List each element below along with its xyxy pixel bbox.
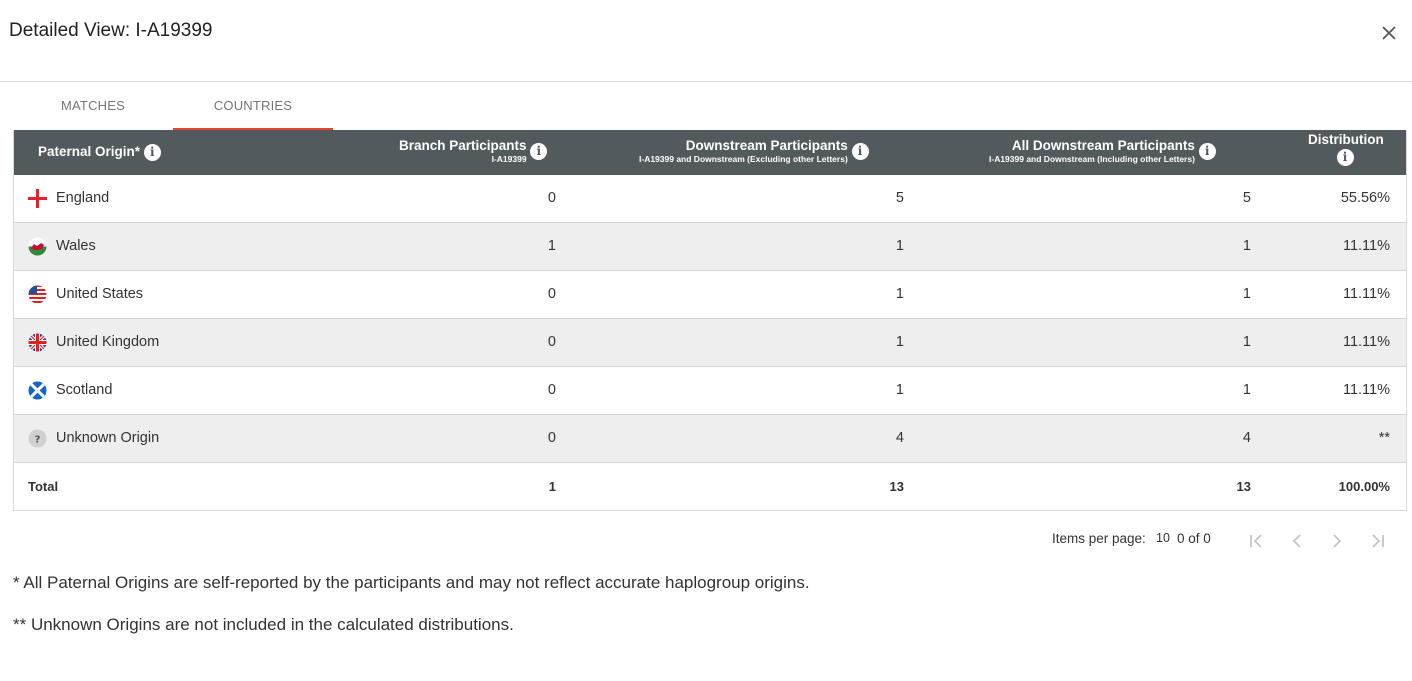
info-icon[interactable]: i	[144, 144, 161, 161]
distribution-value: **	[1378, 430, 1390, 446]
close-icon[interactable]	[1376, 20, 1402, 46]
info-icon[interactable]: i	[852, 143, 869, 160]
distribution-value: 11.11%	[1342, 286, 1390, 302]
all-downstream-value: 1	[1242, 286, 1251, 302]
header-branch-participants[interactable]: Branch Participants I-A19399 i	[399, 138, 547, 164]
all-downstream-value: 5	[1242, 190, 1251, 206]
downstream-value: 1	[895, 238, 904, 254]
downstream-value: 5	[895, 190, 904, 206]
downstream-value: 1	[895, 382, 904, 398]
us-flag-icon	[28, 285, 47, 304]
unknown-origin-icon	[28, 429, 47, 448]
table-header	[14, 130, 1406, 175]
distribution-value: 11.11%	[1342, 334, 1390, 350]
footnote-unknown-origins: ** Unknown Origins are not included in the calculated distributions.	[13, 615, 514, 634]
scotland-flag-icon	[28, 381, 47, 400]
total-label: Total	[28, 479, 59, 494]
total-downstream: 13	[889, 479, 904, 494]
distribution-value: 55.56%	[1340, 190, 1390, 206]
uk-flag-icon	[28, 333, 47, 352]
downstream-value: 1	[895, 286, 904, 302]
table-row	[14, 367, 1406, 415]
page-size-select[interactable]: 10	[1156, 531, 1170, 545]
tab-matches[interactable]: MATCHES	[61, 98, 125, 113]
total-branch: 1	[548, 479, 556, 494]
next-page-icon[interactable]	[1326, 530, 1348, 552]
country-name: Unknown Origin	[56, 430, 160, 446]
header-distribution[interactable]: Distribution i	[1308, 132, 1384, 164]
dialog-title: Detailed View: I-A19399	[9, 20, 213, 41]
table-row	[14, 223, 1406, 271]
downstream-value: 1	[895, 334, 904, 350]
branch-value: 0	[547, 382, 556, 398]
info-icon[interactable]: i	[1199, 143, 1216, 160]
last-page-icon[interactable]	[1366, 530, 1388, 552]
country-name: Scotland	[56, 382, 113, 398]
page-range: 0 of 0	[1177, 531, 1211, 546]
wales-flag-icon	[28, 237, 47, 256]
distribution-value: 11.11%	[1342, 238, 1390, 254]
country-name: United States	[56, 286, 144, 302]
all-downstream-value: 1	[1242, 238, 1251, 254]
table-row	[14, 319, 1406, 367]
items-per-page-label: Items per page:	[1052, 531, 1146, 546]
all-downstream-value: 1	[1242, 382, 1251, 398]
table-row	[14, 415, 1406, 463]
country-name: United Kingdom	[56, 334, 160, 350]
branch-value: 0	[547, 190, 556, 206]
all-downstream-value: 1	[1242, 334, 1251, 350]
tab-bar	[13, 82, 1405, 130]
total-row	[14, 463, 1406, 510]
total-all-downstream: 13	[1236, 479, 1251, 494]
table-row	[14, 175, 1406, 223]
info-icon[interactable]: i	[1337, 149, 1354, 166]
countries-table	[13, 130, 1407, 511]
header-paternal-origin[interactable]: Paternal Origin* i	[38, 144, 161, 161]
info-icon[interactable]: i	[530, 143, 547, 160]
distribution-value: 11.11%	[1342, 382, 1390, 398]
footnote-self-reported: * All Paternal Origins are self-reported by the participants and may not reflect accurate haplogroup origins.	[13, 573, 810, 592]
country-name: England	[56, 190, 110, 206]
tab-countries[interactable]: COUNTRIES	[173, 82, 333, 130]
branch-value: 0	[547, 286, 556, 302]
branch-value: 1	[547, 238, 556, 254]
header-downstream-participants[interactable]: Downstream Participants I-A19399 and Downstream (Excluding other Letters) i	[639, 138, 869, 164]
branch-value: 0	[547, 430, 556, 446]
all-downstream-value: 4	[1242, 430, 1251, 446]
total-distribution: 100.00%	[1338, 479, 1390, 494]
svg-text:?: ?	[34, 434, 41, 446]
dialog-header	[0, 0, 1412, 82]
header-all-downstream-participants[interactable]: All Downstream Participants I-A19399 and Downstream (Including other Letters) i	[989, 138, 1216, 164]
downstream-value: 4	[895, 430, 904, 446]
england-flag-icon	[28, 189, 47, 208]
branch-value: 0	[547, 334, 556, 350]
table-row	[14, 271, 1406, 319]
country-name: Wales	[56, 238, 96, 254]
first-page-icon[interactable]	[1246, 530, 1268, 552]
previous-page-icon[interactable]	[1286, 530, 1308, 552]
